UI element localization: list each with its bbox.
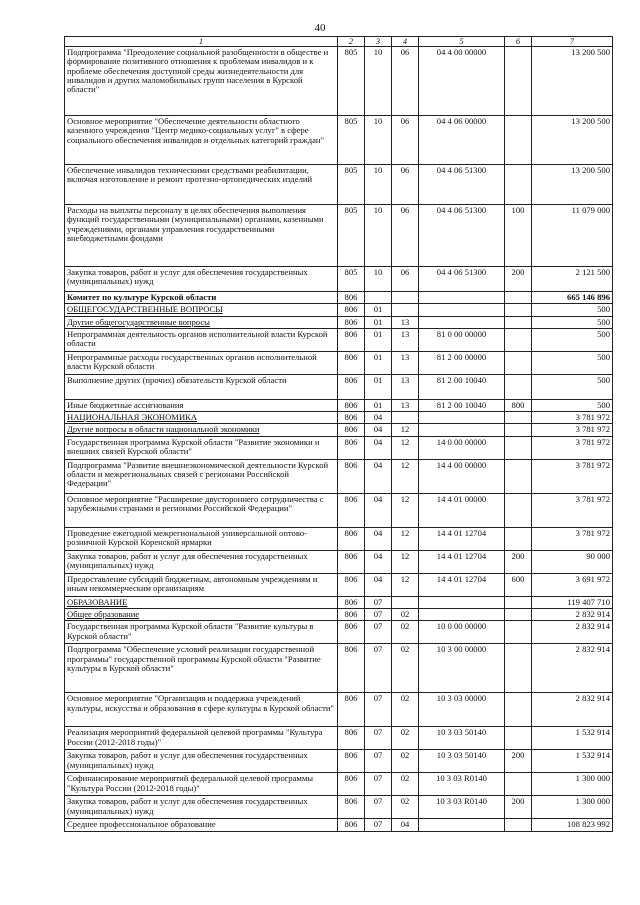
item-name-cell: Закупка товаров, работ и услуг для обеспечения государственных (муниципальных) нужд [65,796,338,819]
amount-cell: 2 832 914 [532,621,613,644]
target-article-cell: 04 4 06 51300 [419,165,505,205]
admin-code-cell: 806 [338,621,365,644]
admin-code-cell: 806 [338,550,365,573]
expense-type-cell: 100 [505,205,532,267]
subsection-cell: 04 [392,819,419,831]
item-name-cell: Предоставление субсидий бюджетным, автономным учреждениям и иным некоммерческим организациям [65,573,338,596]
admin-code-cell: 806 [338,796,365,819]
target-article-cell [419,424,505,436]
admin-code-cell: 806 [338,596,365,608]
expense-type-cell [505,609,532,621]
table-row [65,773,613,796]
item-name-cell: Другие общегосударственные вопросы [65,316,338,328]
target-article-cell: 14 4 01 12704 [419,527,505,550]
admin-code-cell: 806 [338,750,365,773]
amount-cell: 3 781 972 [532,459,613,493]
target-article-cell [419,412,505,424]
section-cell: 10 [365,47,392,116]
section-cell: 01 [365,374,392,399]
expense-type-cell [505,644,532,693]
target-article-cell: 10 3 03 50140 [419,727,505,750]
amount-cell: 119 407 710 [532,596,613,608]
target-article-cell: 10 3 03 R0140 [419,773,505,796]
subsection-cell [392,304,419,316]
subsection-cell: 02 [392,621,419,644]
table-row [65,493,613,527]
subsection-cell: 06 [392,205,419,267]
amount-cell: 13 200 500 [532,116,613,165]
admin-code-cell: 806 [338,292,365,304]
subsection-cell: 13 [392,351,419,374]
expense-type-cell [505,47,532,116]
section-cell: 07 [365,609,392,621]
table-row [65,304,613,316]
section-cell: 07 [365,727,392,750]
section-cell: 01 [365,351,392,374]
amount-cell: 500 [532,351,613,374]
expense-type-cell: 200 [505,267,532,292]
section-cell: 07 [365,819,392,831]
amount-cell: 500 [532,316,613,328]
target-article-cell: 10 3 00 00000 [419,644,505,693]
table-row [65,550,613,573]
expense-type-cell [505,424,532,436]
amount-cell: 2 832 914 [532,609,613,621]
amount-cell: 3 781 972 [532,493,613,527]
table-row [65,727,613,750]
expense-type-cell [505,819,532,831]
admin-code-cell: 806 [338,374,365,399]
item-name-cell: Закупка товаров, работ и услуг для обеспечения государственных (муниципальных) нужд [65,267,338,292]
item-name-cell: Выполнение других (прочих) обязательств Курской области [65,374,338,399]
expense-type-cell [505,351,532,374]
admin-code-cell: 806 [338,693,365,727]
amount-cell: 13 200 500 [532,47,613,116]
admin-code-cell: 805 [338,116,365,165]
table-row [65,436,613,459]
expense-type-cell: 200 [505,550,532,573]
target-article-cell [419,304,505,316]
item-name-cell: Непрограммные расходы государственных органов исполнительной власти Курской области [65,351,338,374]
expense-type-cell [505,328,532,351]
subsection-cell: 13 [392,328,419,351]
expense-type-cell [505,165,532,205]
amount-cell: 1 300 000 [532,773,613,796]
subsection-cell: 02 [392,609,419,621]
table-row [65,796,613,819]
target-article-cell: 14 4 00 00000 [419,459,505,493]
amount-cell: 108 823 992 [532,819,613,831]
section-cell: 04 [365,527,392,550]
table-row [65,819,613,831]
expense-type-cell [505,304,532,316]
admin-code-cell: 806 [338,412,365,424]
header-cell: 3 [365,37,392,47]
subsection-cell: 02 [392,727,419,750]
section-cell: 04 [365,424,392,436]
table-row [65,527,613,550]
target-article-cell: 14 4 01 12704 [419,550,505,573]
target-article-cell: 10 0 00 00000 [419,621,505,644]
budget-table [64,36,613,832]
target-article-cell: 10 3 03 50140 [419,750,505,773]
admin-code-cell: 806 [338,727,365,750]
item-name-cell: Комитет по культуре Курской области [65,292,338,304]
admin-code-cell: 806 [338,328,365,351]
item-name-cell: Общее образование [65,609,338,621]
target-article-cell [419,819,505,831]
header-cell: 7 [532,37,613,47]
table-row [65,267,613,292]
target-article-cell: 04 4 06 00000 [419,116,505,165]
subsection-cell: 06 [392,267,419,292]
expense-type-cell [505,693,532,727]
subsection-cell: 12 [392,550,419,573]
subsection-cell: 02 [392,750,419,773]
admin-code-cell: 806 [338,316,365,328]
item-name-cell: Основное мероприятие "Организация и поддержка учреждений культуры, искусства и образования в сфере культуры в Курской области" [65,693,338,727]
table-row [65,292,613,304]
item-name-cell: НАЦИОНАЛЬНАЯ ЭКОНОМИКА [65,412,338,424]
section-cell: 10 [365,267,392,292]
amount-cell: 500 [532,304,613,316]
subsection-cell: 06 [392,116,419,165]
amount-cell: 1 532 914 [532,750,613,773]
section-cell: 07 [365,596,392,608]
section-cell: 07 [365,750,392,773]
item-name-cell: Расходы на выплаты персоналу в целях обеспечения выполнения функций государственными (муниципальными) органами, казенными учреждениями, органами управления государственными внебюджетными фондами [65,205,338,267]
admin-code-cell: 806 [338,493,365,527]
admin-code-cell: 805 [338,205,365,267]
admin-code-cell: 806 [338,573,365,596]
amount-cell: 13 200 500 [532,165,613,205]
section-cell: 04 [365,493,392,527]
amount-cell: 3 691 972 [532,573,613,596]
table-row [65,351,613,374]
section-cell: 10 [365,205,392,267]
expense-type-cell: 800 [505,399,532,411]
subsection-cell [392,412,419,424]
amount-cell: 3 781 972 [532,436,613,459]
subsection-cell: 02 [392,796,419,819]
subsection-cell: 12 [392,573,419,596]
header-cell: 6 [505,37,532,47]
expense-type-cell [505,621,532,644]
item-name-cell: Другие вопросы в области национальной экономики [65,424,338,436]
expense-type-cell [505,727,532,750]
admin-code-cell: 806 [338,644,365,693]
table-row [65,328,613,351]
item-name-cell: Подпрограмма "Преодоление социальной разобщенности в обществе и формирование позитивного отношения к проблемам инвалидов и к проблеме обеспечения доступной среды жизнедеятельности для инвалидов и других маломобильных групп населения в Курской области" [65,47,338,116]
item-name-cell: Закупка товаров, работ и услуг для обеспечения государственных (муниципальных) нужд [65,550,338,573]
table-row [65,424,613,436]
table-row [65,205,613,267]
admin-code-cell: 806 [338,304,365,316]
expense-type-cell [505,527,532,550]
admin-code-cell: 806 [338,459,365,493]
item-name-cell: Среднее профессиональное образование [65,819,338,831]
section-cell: 07 [365,621,392,644]
amount-cell: 3 781 972 [532,424,613,436]
amount-cell: 1 532 914 [532,727,613,750]
target-article-cell: 04 4 06 51300 [419,205,505,267]
subsection-cell: 06 [392,47,419,116]
section-cell: 04 [365,550,392,573]
admin-code-cell: 806 [338,819,365,831]
admin-code-cell: 806 [338,399,365,411]
subsection-cell: 12 [392,527,419,550]
table-row [65,316,613,328]
expense-type-cell [505,596,532,608]
item-name-cell: Подпрограмма "Развитие внешнеэкономической деятельности Курской области и межрегиональных связей с регионами Российской Федерации" [65,459,338,493]
table-row [65,459,613,493]
table-row [65,750,613,773]
target-article-cell [419,316,505,328]
table-row [65,609,613,621]
amount-cell: 2 121 500 [532,267,613,292]
subsection-cell: 12 [392,424,419,436]
admin-code-cell: 806 [338,609,365,621]
item-name-cell: ОБЩЕГОСУДАРСТВЕННЫЕ ВОПРОСЫ [65,304,338,316]
item-name-cell: Основное мероприятие "Расширение двустороннего сотрудничества с зарубежными странами и регионами Российской Федерации" [65,493,338,527]
expense-type-cell [505,316,532,328]
admin-code-cell: 806 [338,527,365,550]
page-number: 40 [314,22,326,34]
section-cell: 10 [365,116,392,165]
subsection-cell: 12 [392,436,419,459]
section-cell: 01 [365,304,392,316]
item-name-cell: Государственная программа Курской области "Развитие экономики и внешних связей Курской области" [65,436,338,459]
amount-cell: 3 781 972 [532,527,613,550]
table-row [65,399,613,411]
table-row [65,412,613,424]
table-row [65,621,613,644]
target-article-cell [419,596,505,608]
target-article-cell [419,609,505,621]
expense-type-cell [505,412,532,424]
section-cell: 07 [365,644,392,693]
item-name-cell: Основное мероприятие "Обеспечение деятельности областного казенного учреждения "Центр медико-социальных услуг" в сфере социального обеспечения инвалидов и отдельных категорий граждан" [65,116,338,165]
header-row [65,37,613,47]
expense-type-cell: 200 [505,750,532,773]
admin-code-cell: 806 [338,424,365,436]
table-row [65,374,613,399]
expense-type-cell [505,773,532,796]
subsection-cell: 02 [392,644,419,693]
expense-type-cell: 600 [505,573,532,596]
table-row [65,693,613,727]
admin-code-cell: 805 [338,165,365,205]
header-cell: 1 [65,37,338,47]
amount-cell: 2 832 914 [532,693,613,727]
section-cell: 07 [365,693,392,727]
item-name-cell: Подпрограмма "Обеспечение условий реализации государственной программы" государственной программы Курской области "Развитие культуры в Курской области" [65,644,338,693]
table-row [65,644,613,693]
amount-cell: 3 781 972 [532,412,613,424]
target-article-cell: 14 0 00 00000 [419,436,505,459]
target-article-cell: 14 4 01 12704 [419,573,505,596]
amount-cell: 11 079 000 [532,205,613,267]
subsection-cell [392,596,419,608]
item-name-cell: Проведение ежегодной межрегиональной универсальной оптово-розничной Курской Коренской ярмарки [65,527,338,550]
item-name-cell: Иные бюджетные ассигнования [65,399,338,411]
section-cell: 01 [365,399,392,411]
section-cell: 04 [365,459,392,493]
amount-cell: 1 300 000 [532,796,613,819]
amount-cell: 665 146 896 [532,292,613,304]
target-article-cell: 81 0 00 00000 [419,328,505,351]
amount-cell: 2 832 914 [532,644,613,693]
table-row [65,116,613,165]
target-article-cell: 81 2 00 00000 [419,351,505,374]
subsection-cell: 12 [392,493,419,527]
amount-cell: 500 [532,399,613,411]
target-article-cell: 81 2 00 10040 [419,399,505,411]
amount-cell: 90 000 [532,550,613,573]
expense-type-cell: 200 [505,796,532,819]
target-article-cell: 04 4 00 00000 [419,47,505,116]
expense-type-cell [505,459,532,493]
item-name-cell: Софинансирование мероприятий федеральной целевой программы "Культура России (2012-2018 годы)" [65,773,338,796]
subsection-cell: 13 [392,399,419,411]
expense-type-cell [505,292,532,304]
target-article-cell: 10 3 03 R0140 [419,796,505,819]
amount-cell: 500 [532,328,613,351]
admin-code-cell: 805 [338,47,365,116]
subsection-cell: 12 [392,459,419,493]
table-row [65,47,613,116]
table-row [65,596,613,608]
admin-code-cell: 805 [338,267,365,292]
section-cell: 07 [365,796,392,819]
expense-type-cell [505,436,532,459]
section-cell: 04 [365,436,392,459]
expense-type-cell [505,374,532,399]
amount-cell: 500 [532,374,613,399]
admin-code-cell: 806 [338,436,365,459]
item-name-cell: Государственная программа Курской области "Развитие культуры в Курской области" [65,621,338,644]
header-cell: 5 [419,37,505,47]
item-name-cell: Закупка товаров, работ и услуг для обеспечения государственных (муниципальных) нужд [65,750,338,773]
item-name-cell: Обеспечение инвалидов техническими средствами реабилитации, включая изготовление и ремонт протезно-ортопедических изделий [65,165,338,205]
section-cell: 04 [365,573,392,596]
item-name-cell: Реализация мероприятий федеральной целевой программы "Культура России (2012-2018 годы)" [65,727,338,750]
target-article-cell: 04 4 06 51300 [419,267,505,292]
header-cell: 4 [392,37,419,47]
item-name-cell: Непрограммная деятельность органов исполнительной власти Курской области [65,328,338,351]
target-article-cell: 14 4 01 00000 [419,493,505,527]
table-row [65,165,613,205]
subsection-cell [392,292,419,304]
target-article-cell: 81 2 00 10040 [419,374,505,399]
admin-code-cell: 806 [338,351,365,374]
expense-type-cell [505,493,532,527]
table-row [65,573,613,596]
subsection-cell: 13 [392,374,419,399]
section-cell: 01 [365,316,392,328]
item-name-cell: ОБРАЗОВАНИЕ [65,596,338,608]
target-article-cell: 10 3 03 00000 [419,693,505,727]
expense-type-cell [505,116,532,165]
subsection-cell: 02 [392,773,419,796]
subsection-cell: 02 [392,693,419,727]
section-cell: 01 [365,328,392,351]
header-cell: 2 [338,37,365,47]
subsection-cell: 06 [392,165,419,205]
section-cell: 04 [365,412,392,424]
section-cell: 07 [365,773,392,796]
section-cell: 10 [365,165,392,205]
admin-code-cell: 806 [338,773,365,796]
section-cell [365,292,392,304]
subsection-cell: 13 [392,316,419,328]
target-article-cell [419,292,505,304]
